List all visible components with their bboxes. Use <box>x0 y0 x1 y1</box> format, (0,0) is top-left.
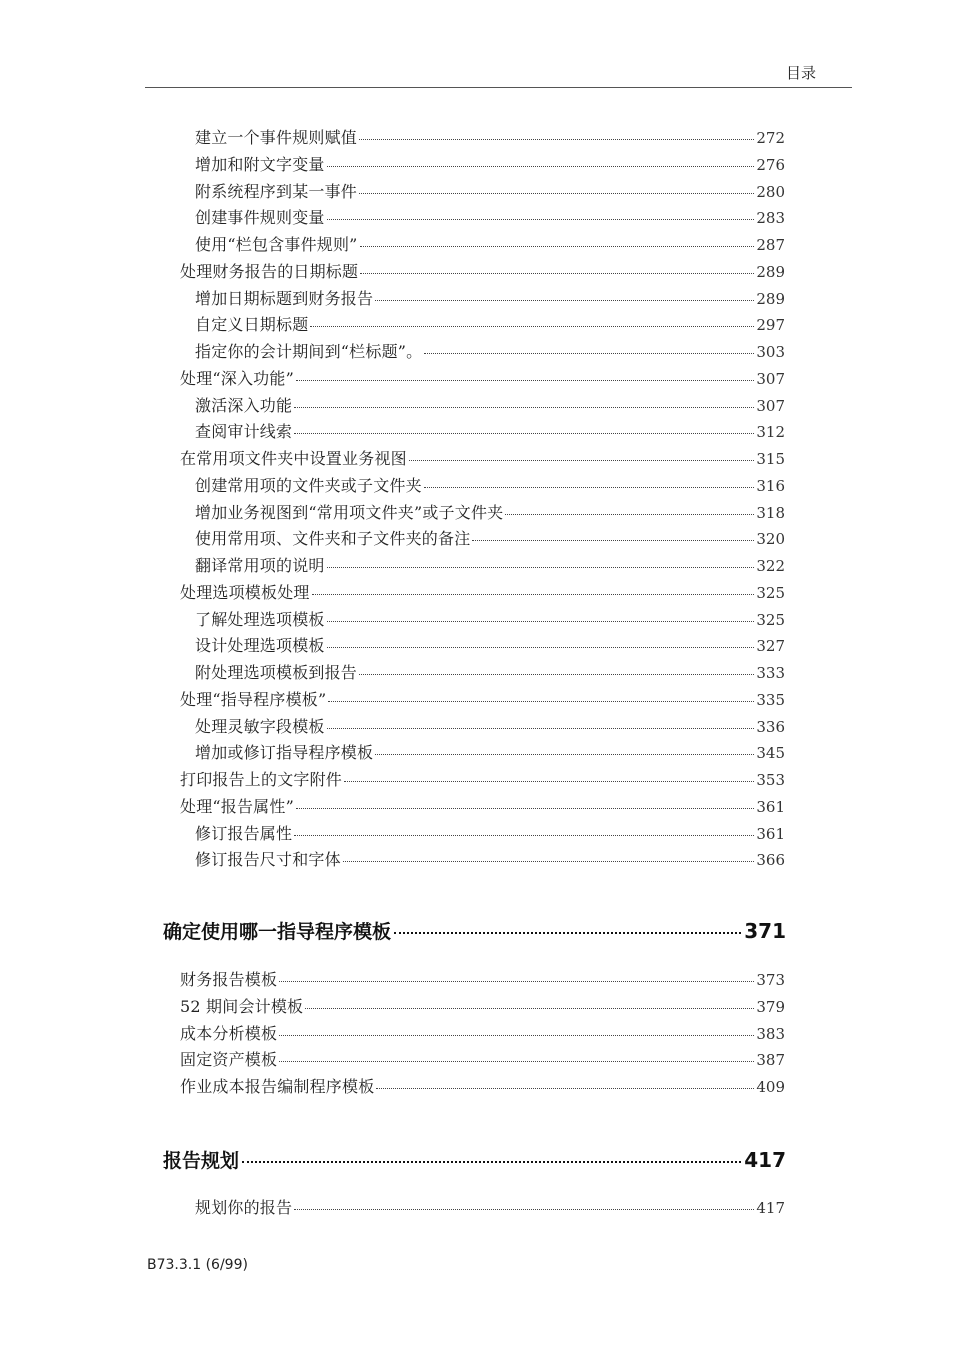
dot-leader <box>327 728 755 729</box>
toc-entry[interactable] <box>180 994 785 1017</box>
dot-leader <box>344 781 754 782</box>
toc-entry[interactable] <box>195 393 785 416</box>
dot-leader <box>294 1209 754 1210</box>
toc-entry-page-number: 316 <box>756 476 785 495</box>
toc-entry-page-number: 307 <box>756 396 785 415</box>
dot-leader <box>328 701 754 702</box>
toc-entry-page-number: 320 <box>756 530 785 549</box>
toc-entry[interactable] <box>180 1047 785 1070</box>
toc-entry-title: 修订报告属性 <box>195 823 293 843</box>
toc-entry-title: 创建事件规则变量 <box>195 208 325 228</box>
toc-entry-page-number: 322 <box>756 557 785 575</box>
toc-section-heading[interactable] <box>163 1146 786 1173</box>
toc-entry[interactable] <box>195 500 785 523</box>
dot-leader <box>296 808 754 809</box>
toc-entry-page-number: 333 <box>756 664 785 682</box>
toc-entry-page-number: 289 <box>756 262 785 281</box>
toc-entry-page-number: 272 <box>756 129 785 147</box>
dot-leader <box>296 380 754 381</box>
toc-entry[interactable] <box>180 366 785 389</box>
toc-entry[interactable] <box>195 553 785 576</box>
toc-entry-page-number: 307 <box>756 369 785 388</box>
toc-entry-page-number: 327 <box>756 637 785 656</box>
section-page-number: 417 <box>744 1148 786 1172</box>
toc-entry[interactable] <box>180 767 785 790</box>
toc-entry-title: 翻译常用项的说明 <box>195 556 325 575</box>
toc-entry-page-number: 289 <box>756 289 785 308</box>
toc-entry-title: 附处理选项模板到报告 <box>195 663 358 682</box>
toc-entry-title: 打印报告上的文字附件 <box>180 770 343 789</box>
toc-entry-title: 处理“深入功能” <box>180 368 294 388</box>
toc-entry-page-number: 409 <box>756 1078 785 1096</box>
dot-leader <box>312 594 755 595</box>
dot-leader <box>305 1008 754 1009</box>
dot-leader <box>359 139 754 140</box>
dot-leader <box>409 460 755 461</box>
toc-entry-title: 处理“指导程序模板” <box>180 689 327 709</box>
toc-entry[interactable] <box>195 286 785 309</box>
toc-entry[interactable] <box>195 419 785 442</box>
dot-leader <box>327 219 755 220</box>
dot-leader <box>375 300 754 301</box>
toc-entry-page-number: 318 <box>756 503 785 522</box>
dot-leader <box>505 514 754 515</box>
toc-entry-page-number: 315 <box>756 450 785 468</box>
dot-leader <box>424 353 754 354</box>
toc-entry-page-number: 312 <box>756 423 785 442</box>
toc-entry-title: 增加或修订指导程序模板 <box>195 743 374 763</box>
page-header-title: 目录 <box>786 64 817 82</box>
toc-entry[interactable] <box>195 152 785 175</box>
toc-entry-title: 自定义日期标题 <box>195 315 309 335</box>
toc-entry[interactable] <box>195 473 785 496</box>
dot-leader <box>472 540 754 541</box>
toc-entry[interactable] <box>180 580 785 603</box>
toc-entry-title: 查阅审计线索 <box>195 422 293 442</box>
toc-entry-title: 作业成本报告编制程序模板 <box>180 1077 375 1096</box>
dot-leader <box>294 835 754 836</box>
toc-entry[interactable] <box>180 1021 785 1044</box>
toc-entry[interactable] <box>195 526 785 549</box>
toc-entry[interactable] <box>195 312 785 335</box>
dot-leader <box>343 861 755 862</box>
dot-leader <box>359 674 754 675</box>
toc-entry[interactable] <box>195 179 785 202</box>
dot-leader <box>359 193 754 194</box>
toc-entry-title: 成本分析模板 <box>180 1023 278 1043</box>
toc-entry-title: 建立一个事件规则赋值 <box>195 128 358 147</box>
dot-leader <box>424 487 755 488</box>
section-title: 报告规划 <box>163 1150 240 1172</box>
toc-entry-title: 了解处理选项模板 <box>195 609 325 629</box>
toc-entry[interactable] <box>195 821 785 844</box>
toc-entry-title: 使用常用项、文件夹和子文件夹的备注 <box>195 529 471 549</box>
toc-entry-page-number: 325 <box>756 610 785 629</box>
toc-entry-title: 规划你的报告 <box>195 1198 293 1217</box>
dot-leader <box>279 981 754 982</box>
toc-entry-page-number: 276 <box>756 155 785 174</box>
toc-entry[interactable] <box>180 1074 785 1097</box>
dot-leader <box>376 1088 754 1089</box>
section-title: 确定使用哪一指导程序模板 <box>163 921 392 943</box>
toc-entry-title: 附系统程序到某一事件 <box>195 181 358 201</box>
toc-entry[interactable] <box>195 1195 785 1218</box>
toc-entry-title: 修订报告尺寸和字体 <box>195 850 341 870</box>
toc-entry[interactable] <box>180 446 785 469</box>
toc-entry-page-number: 325 <box>756 583 785 602</box>
toc-entry[interactable] <box>195 740 785 763</box>
toc-entry[interactable] <box>195 339 785 362</box>
toc-entry-title: 增加业务视图到“常用项文件夹”或子文件夹 <box>195 502 504 522</box>
toc-entry-title: 指定你的会计期间到“栏标题”。 <box>195 342 423 361</box>
toc-entry[interactable] <box>195 125 785 148</box>
dot-leader <box>360 246 755 247</box>
toc-entry-title: 使用“栏包含事件规则” <box>195 235 358 254</box>
toc-entry-page-number: 283 <box>756 209 785 228</box>
toc-entry-title: 在常用项文件夹中设置业务视图 <box>180 449 407 468</box>
section-page-number: 371 <box>744 919 786 943</box>
toc-entry-title: 固定资产模板 <box>180 1050 278 1070</box>
toc-entry-page-number: 297 <box>756 316 785 335</box>
dot-leader <box>294 433 754 434</box>
document-code: B73.3.1 (6/99) <box>147 1257 248 1273</box>
toc-entry[interactable] <box>180 259 785 282</box>
toc-entry-title: 处理灵敏字段模板 <box>195 716 325 736</box>
toc-entry-page-number: 366 <box>756 851 785 870</box>
toc-entry-page-number: 379 <box>756 997 785 1016</box>
dot-leader <box>242 1161 741 1163</box>
toc-entry-page-number: 373 <box>756 971 785 989</box>
dot-leader <box>327 166 755 167</box>
toc-entry-title: 财务报告模板 <box>180 970 278 989</box>
toc-entry[interactable] <box>195 847 785 870</box>
toc-entry-title: 52 期间会计模板 <box>180 996 304 1016</box>
toc-entry-title: 设计处理选项模板 <box>195 636 325 656</box>
toc-entry-title: 创建常用项的文件夹或子文件夹 <box>195 475 422 495</box>
dot-leader <box>279 1035 754 1036</box>
toc-entry[interactable] <box>180 687 785 710</box>
toc-entry-page-number: 336 <box>756 717 785 736</box>
toc-entry-page-number: 417 <box>756 1199 785 1217</box>
toc-entry-title: 处理选项模板处理 <box>180 582 310 602</box>
toc-entry-page-number: 361 <box>756 797 785 816</box>
toc-entry-page-number: 303 <box>756 343 785 361</box>
toc-entry[interactable] <box>195 633 785 656</box>
toc-entry[interactable] <box>180 967 785 990</box>
dot-leader <box>310 326 754 327</box>
header-rule <box>145 87 852 88</box>
toc-entry-page-number: 383 <box>756 1024 785 1043</box>
toc-entry-page-number: 287 <box>756 236 785 254</box>
toc-entry-title: 增加日期标题到财务报告 <box>195 288 374 308</box>
toc-entry[interactable] <box>195 714 785 737</box>
toc-section-heading[interactable] <box>163 917 786 944</box>
dot-leader <box>394 932 741 934</box>
dot-leader <box>327 647 755 648</box>
toc-entry[interactable] <box>195 232 785 255</box>
toc-entry-title: 处理财务报告的日期标题 <box>180 261 359 281</box>
toc-entry-page-number: 335 <box>756 690 785 709</box>
toc-entry-title: 增加和附文字变量 <box>195 154 325 174</box>
toc-entry-page-number: 280 <box>756 182 785 201</box>
toc-entry-page-number: 361 <box>756 824 785 843</box>
toc-entry-page-number: 387 <box>756 1051 785 1070</box>
toc-entry[interactable] <box>195 205 785 228</box>
toc-entry-page-number: 345 <box>756 744 785 763</box>
dot-leader <box>375 754 754 755</box>
toc-entry[interactable] <box>195 607 785 630</box>
dot-leader <box>360 273 754 274</box>
dot-leader <box>294 407 754 408</box>
toc-entry-title: 处理“报告属性” <box>180 796 294 816</box>
toc-entry[interactable] <box>180 794 785 817</box>
toc-entry-title: 激活深入功能 <box>195 395 293 415</box>
dot-leader <box>327 621 755 622</box>
dot-leader <box>327 567 755 568</box>
toc-entry-page-number: 353 <box>756 771 785 789</box>
toc-entry[interactable] <box>195 660 785 683</box>
dot-leader <box>279 1061 754 1062</box>
